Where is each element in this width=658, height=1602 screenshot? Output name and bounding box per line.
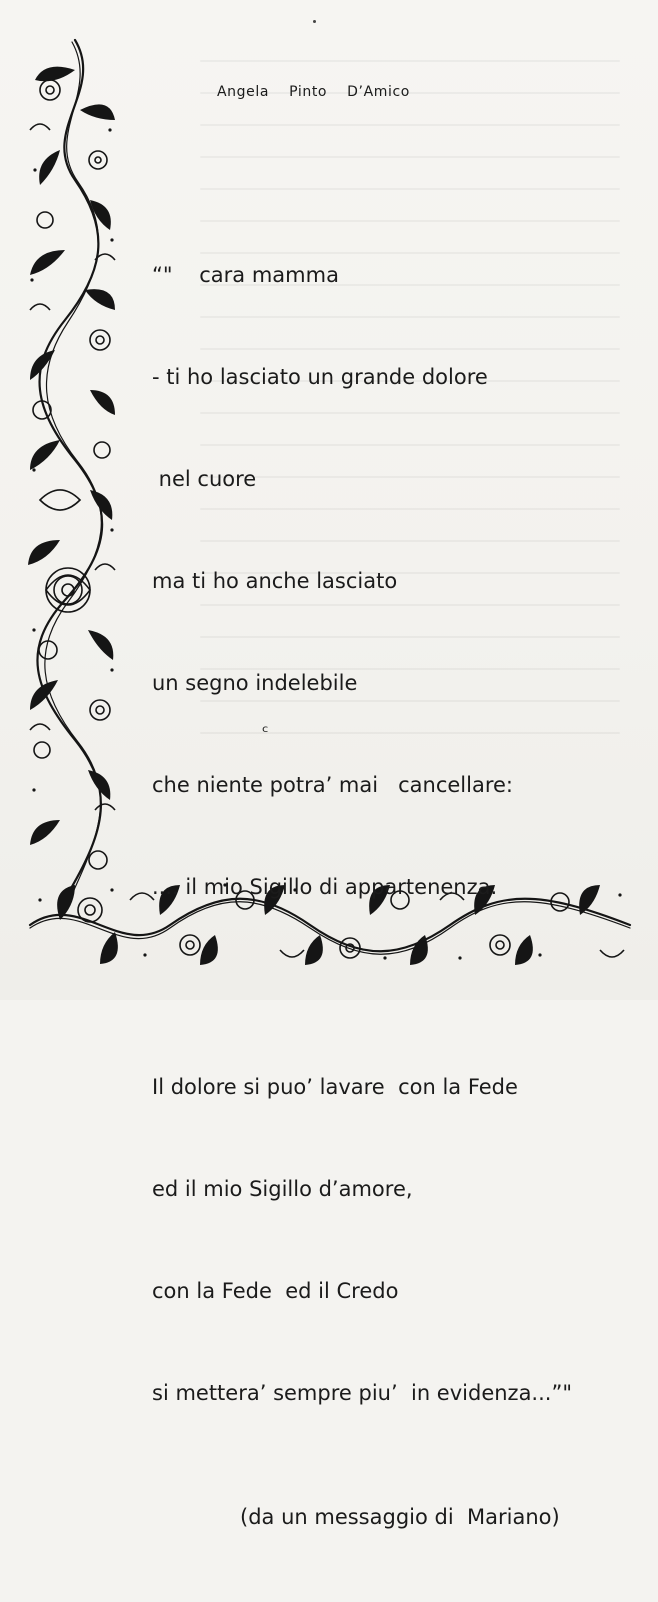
poem-line: Il dolore si puo’ lavare con la Fede [152, 1075, 518, 1099]
poem-line: “" cara mamma [152, 263, 339, 287]
poem-line: si mettera’ sempre piu’ in evidenza...”" [152, 1381, 572, 1405]
poem-line: ma ti ho anche lasciato [152, 569, 398, 593]
left-floral-border-icon [20, 30, 120, 930]
poem-line: ed il mio Sigillo d’amore, [152, 1177, 413, 1201]
stray-mark: ᶜ [262, 722, 269, 743]
print-dot [313, 20, 316, 23]
poem-line: .... il mio Sigillo di appartenenza. [152, 875, 498, 899]
poem-line: nel cuore [152, 467, 257, 491]
stanza-break [152, 972, 572, 1002]
poem-line: con la Fede ed il Credo [152, 1279, 399, 1303]
author-name: Angela Pinto D’Amico [217, 84, 410, 100]
attribution: (da un messaggio di Mariano) [240, 1505, 560, 1529]
poem-line: che niente potra’ mai cancellare: [152, 773, 513, 797]
poem-line: un segno indelebile [152, 671, 358, 695]
poem [152, 190, 572, 1602]
poem-line: - ti ho lasciato un grande dolore [152, 365, 488, 389]
